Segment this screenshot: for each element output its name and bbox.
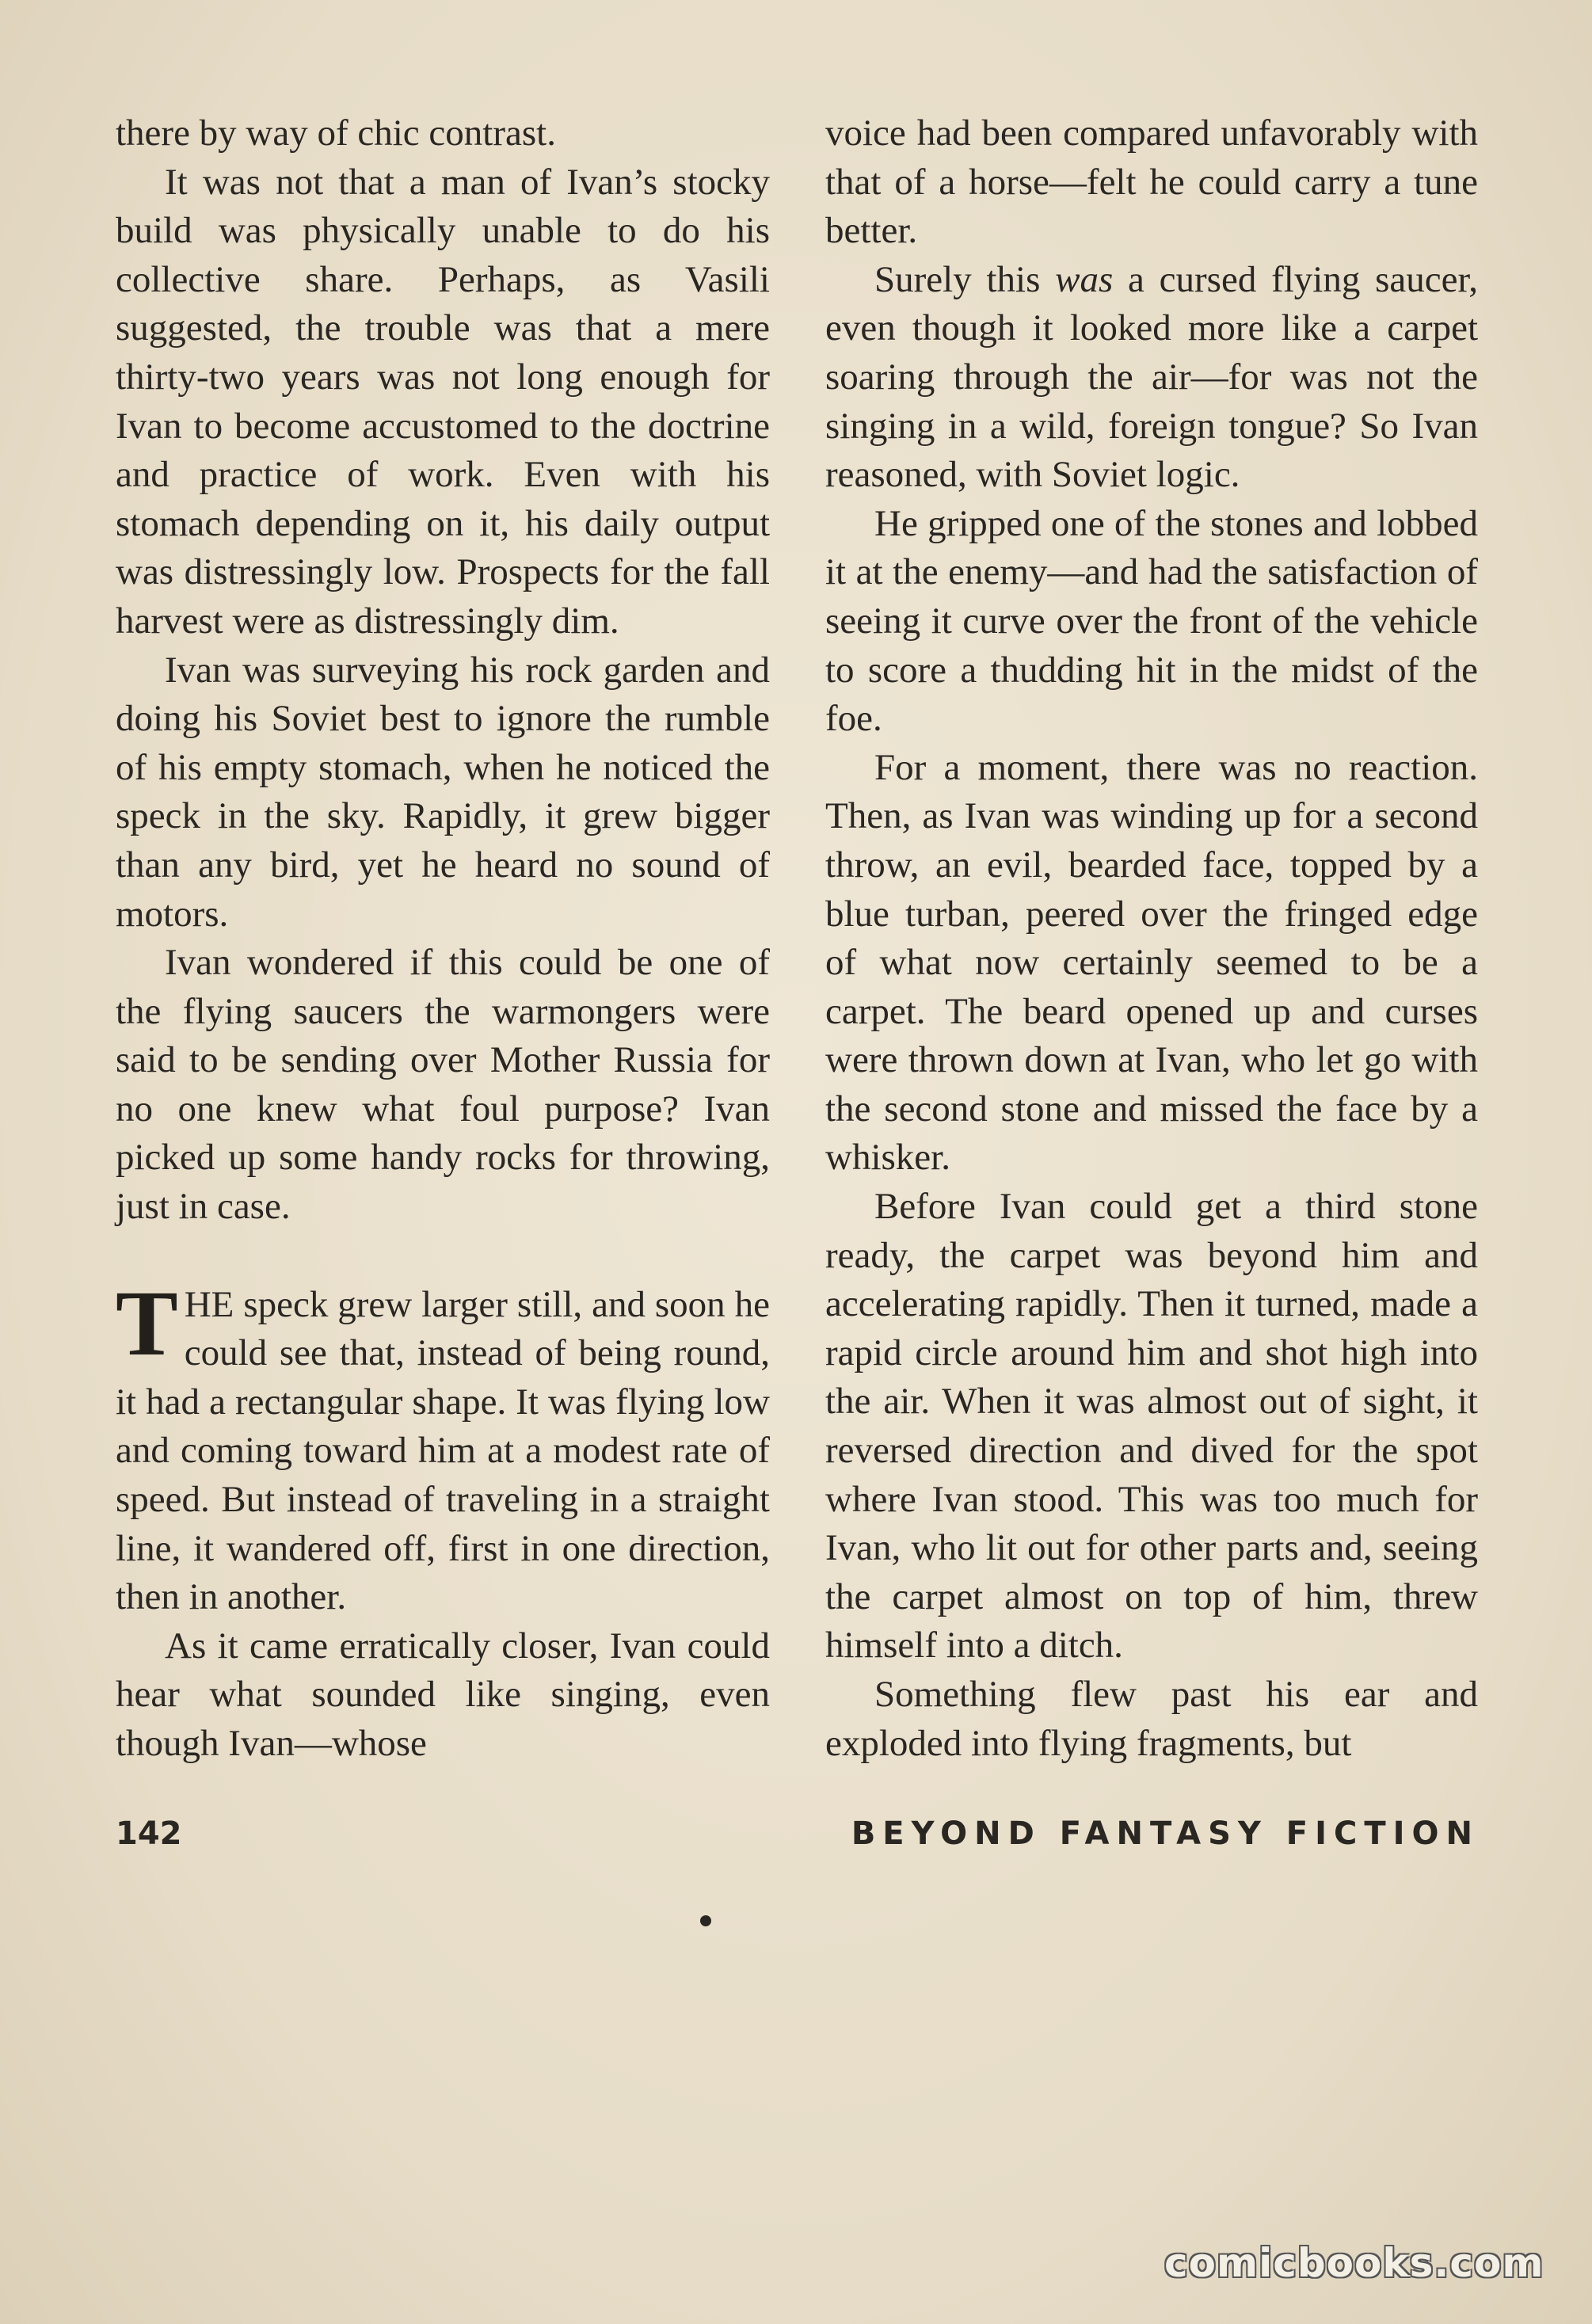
section-paragraph bbox=[116, 1271, 770, 1622]
paragraph: He gripped one of the stones and lobbed it at the enemy—and had the satisfaction of seeing it curve over the front of the vehicle to score a thudding hit in the midst of the foe. bbox=[825, 502, 1478, 740]
emphasis-text: was bbox=[1055, 258, 1114, 300]
section-paragraph-text: HE speck grew larger still, and soon he could see that, instead of being round, it had a rectangular shape. It was flying low and coming toward him at a modest rate of speed. But instead of traveling in a straight line, it wandered off, first in one direction, then in another. bbox=[116, 1283, 770, 1618]
watermark-text: comicbooks.com bbox=[1164, 2240, 1544, 2286]
drop-cap: T bbox=[116, 1271, 178, 1375]
paragraph: As it came erratically closer, Ivan could hear what sounded like singing, even though Ivan—whose bbox=[116, 1625, 770, 1764]
paragraph: For a moment, there was no reaction. Then, as Ivan was winding up for a second throw, an evil, bearded face, topped by a blue turban, peered over the fringed edge of what now certainly seemed to be a carpet. The beard opened up and curses were thrown down at Ivan, who let go with the second stone and missed the face by a whisker. bbox=[825, 746, 1478, 1179]
paragraph-text: Surely this bbox=[874, 258, 1056, 300]
paragraph: Ivan wondered if this could be one of the flying saucers the warmongers were said to be sending over Mother Russia for no one knew what foul purpose? Ivan picked up some handy rocks for throwing, just in case. bbox=[116, 942, 770, 1228]
paragraph-text: a cursed flying saucer, even though it looked more like a carpet soaring through the air—for was not the singing in a wild, foreign tongue? So Ivan reasoned, with Soviet logic. bbox=[825, 258, 1478, 496]
paragraph: Ivan was surveying his rock garden and doing his Soviet best to ignore the rumble of his empty stomach, when he noticed the speck in the sky. Rapidly, it grew bigger than any bird, yet he heard no sound of motors. bbox=[116, 649, 770, 935]
page-number: 142 bbox=[116, 1815, 182, 1852]
paragraph: voice had been compared unfavorably with that of a horse—felt he could carry a tune better. bbox=[825, 112, 1478, 252]
paragraph bbox=[825, 256, 1478, 500]
paragraph: Before Ivan could get a third stone ready, the carpet was beyond him and accelerating rapidly. Then it turned, made a rapid circle around him and shot high into the air. When it was almost out of sight, it reversed direction and dived for the spot where Ivan stood. This was too much for Ivan, who lit out for other parts and, seeing the carpet almost on top of him, threw himself into a ditch. bbox=[825, 1186, 1478, 1667]
magazine-title: BEYOND FANTASY FICTION bbox=[851, 1815, 1480, 1852]
left-column bbox=[116, 109, 770, 1769]
right-column bbox=[825, 109, 1478, 1768]
paragraph: Something flew past his ear and exploded into flying fragments, but bbox=[825, 1674, 1478, 1764]
paragraph: It was not that a man of Ivan’s stocky build was physically unable to do his collective share. Perhaps, as Vasili suggested, the trouble was that a mere thirty-two years was not long enough for Ivan to become accustomed to the doctrine and practice of work. Even with his stomach depending on it, his daily output was distressingly low. Prospects for the fall harvest were as distressingly dim. bbox=[116, 161, 770, 642]
decorative-dot bbox=[700, 1915, 711, 1926]
paragraph: there by way of chic contrast. bbox=[116, 112, 556, 154]
